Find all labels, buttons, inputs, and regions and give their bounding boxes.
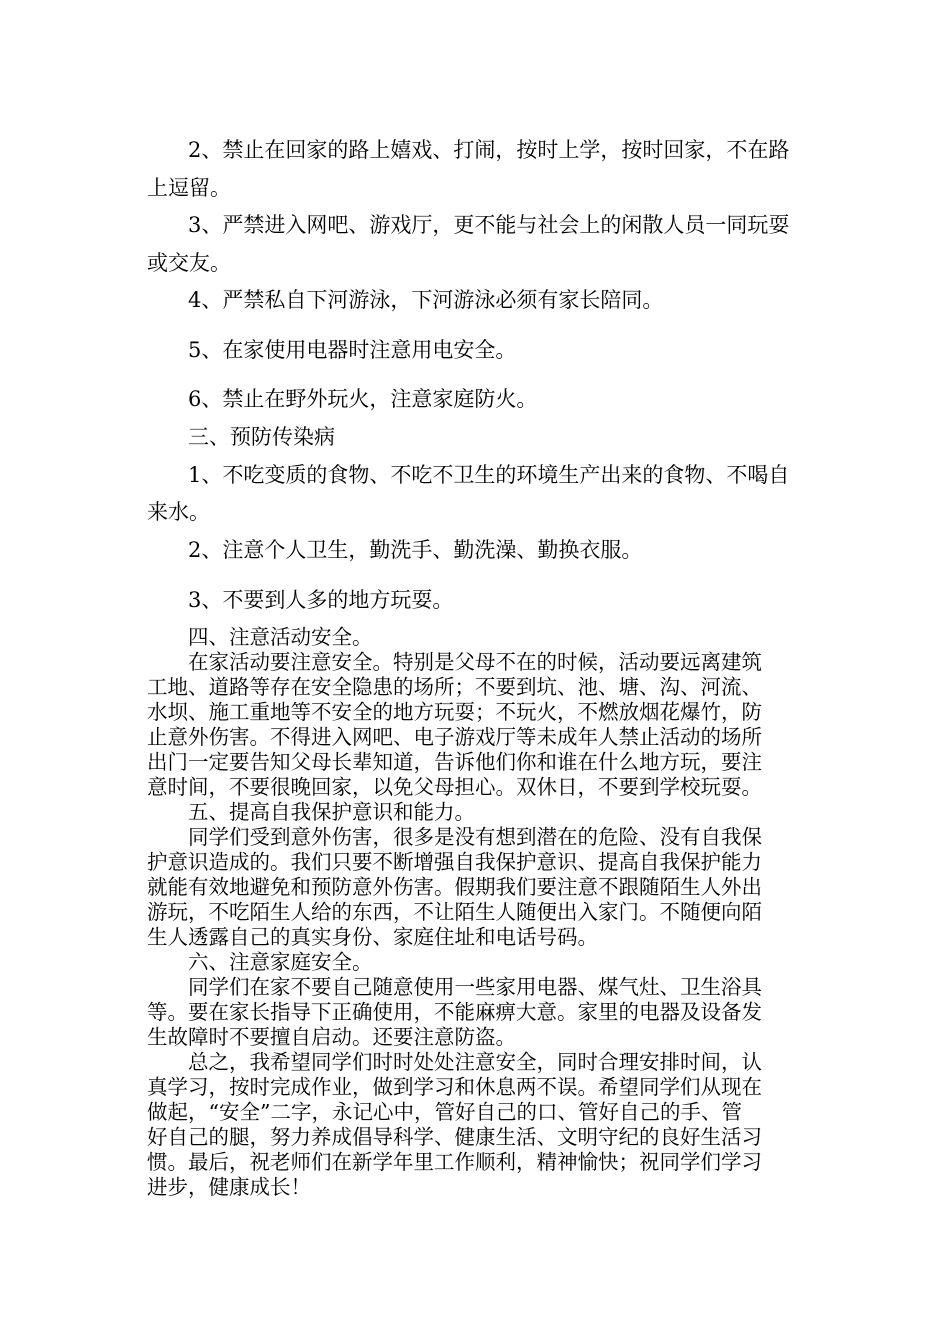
text-line: 工地、道路等存在安全隐患的场所；不要到坑、池、塘、沟、河流、: [147, 675, 762, 699]
text-line: 生人透露自己的真实身份、家庭住址和电话号码。: [147, 925, 598, 949]
text-line: 等。要在家长指导下正确使用，不能麻痹大意。家里的电器及设备发: [147, 1000, 762, 1024]
text-line: 2、注意个人卫生，勤洗手、勤洗澡、勤换衣服。: [188, 538, 643, 562]
text-line: 真学习，按时完成作业，做到学习和休息两不误。希望同学们从现在: [147, 1075, 762, 1099]
text-line: 进步，健康成长！: [147, 1175, 311, 1199]
text-line: 惯。最后，祝老师们在新学年里工作顺利，精神愉快；祝同学们学习: [147, 1150, 762, 1174]
text-line: 总之，我希望同学们时时处处注意安全，同时合理安排时间，认: [188, 1050, 762, 1074]
section-heading: 五、提高自我保护意识和能力。: [188, 800, 475, 824]
text-line: 同学们在家不要自己随意使用一些家用电器、煤气灶、卫生浴具: [188, 975, 762, 999]
text-line: 4、严禁私自下河游泳，下河游泳必须有家长陪同。: [188, 288, 664, 312]
text-line: 3、不要到人多的地方玩耍。: [188, 588, 454, 612]
text-line: 或交友。: [147, 251, 231, 275]
section-heading: 三、预防传染病: [188, 425, 335, 449]
text-line: 5、在家使用电器时注意用电安全。: [188, 338, 517, 362]
text-line: 护意识造成的。我们只要不断增强自我保护意识、提高自我保护能力: [147, 850, 762, 874]
text-line: 6、禁止在野外玩火，注意家庭防火。: [188, 387, 538, 411]
section-heading: 四、注意活动安全。: [188, 625, 373, 649]
text-line: 做起，“安全”二字，永记心中，管好自己的口、管好自己的手、管: [147, 1100, 742, 1124]
text-line: 来水。: [147, 500, 210, 524]
text-line: 止意外伤害。不得进入网吧、电子游戏厅等未成年人禁止活动的场所: [147, 725, 762, 749]
text-line: 生故障时不要擅自启动。还要注意防盗。: [147, 1025, 516, 1049]
text-line: 上逗留。: [147, 176, 231, 200]
text-line: 2、禁止在回家的路上嬉戏、打闹，按时上学，按时回家，不在路: [188, 138, 790, 162]
text-line: 在家活动要注意安全。特别是父母不在的时候，活动要远离建筑: [188, 650, 762, 674]
text-line: 同学们受到意外伤害，很多是没有想到潜在的危险、没有自我保: [188, 825, 762, 849]
text-line: 3、严禁进入网吧、游戏厅，更不能与社会上的闲散人员一同玩耍: [188, 213, 790, 237]
text-line: 出门一定要告知父母长辈知道，告诉他们你和谁在什么地方玩，要注: [147, 750, 762, 774]
text-line: 游玩，不吃陌生人给的东西，不让陌生人随便出入家门。不随便向陌: [147, 900, 762, 924]
section-heading: 六、注意家庭安全。: [188, 950, 373, 974]
text-line: 意时间，不要很晚回家，以免父母担心。双休日，不要到学校玩耍。: [147, 775, 762, 799]
text-line: 水坝、施工重地等不安全的地方玩耍；不玩火，不燃放烟花爆竹，防: [147, 700, 762, 724]
text-line: 好自己的腿，努力养成倡导科学、健康生活、文明守纪的良好生活习: [147, 1125, 762, 1149]
text-line: 1、不吃变质的食物、不吃不卫生的环境生产出来的食物、不喝自: [188, 463, 790, 487]
text-line: 就能有效地避免和预防意外伤害。假期我们要注意不跟随陌生人外出: [147, 875, 762, 899]
